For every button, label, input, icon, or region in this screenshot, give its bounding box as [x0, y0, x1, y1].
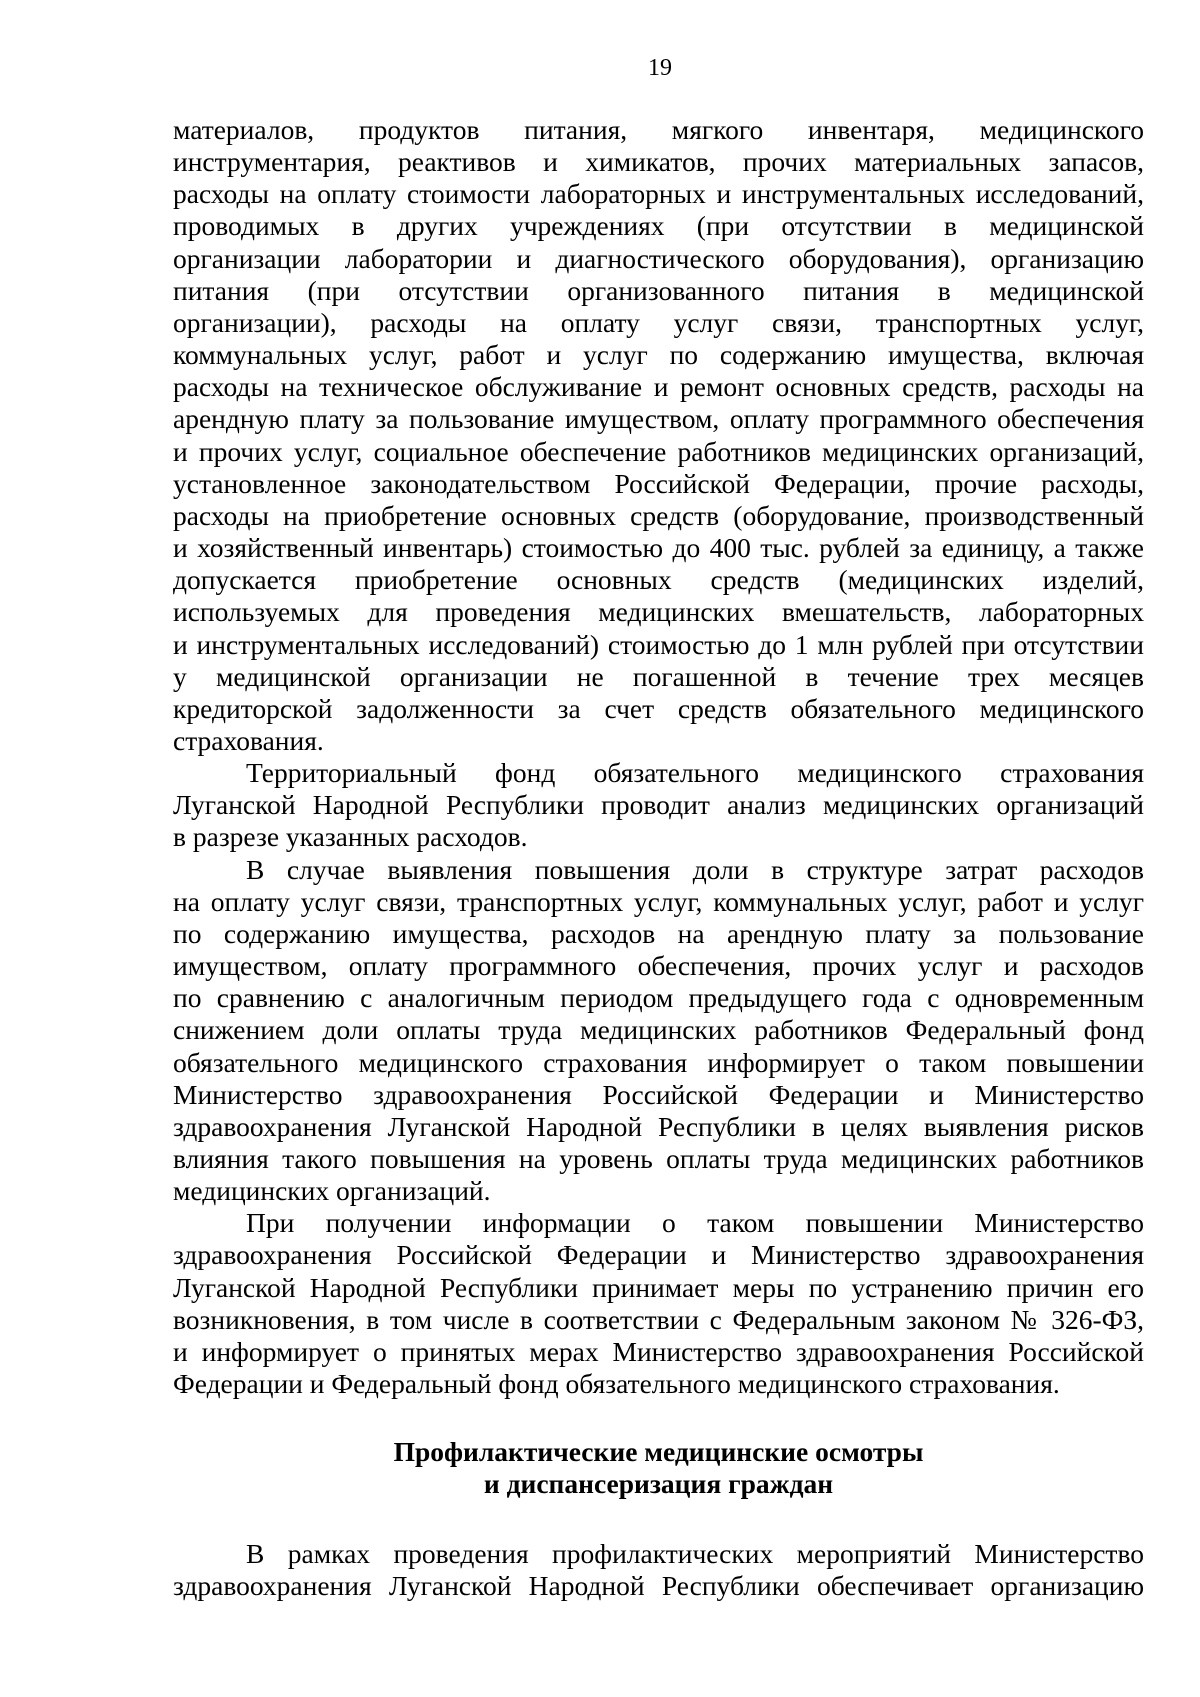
paragraph-1-line: используемых для проведения медицинских вмешательств, лабораторных	[173, 596, 1144, 628]
paragraph-4-line: и информирует о принятых мерах Министерство здравоохранения Российской	[173, 1335, 1144, 1367]
paragraph-1-line: установленное законодательством Российской Федерации, прочие расходы,	[173, 467, 1144, 499]
paragraph-3-line: на оплату услуг связи, транспортных услуг, коммунальных услуг, работ и услуг	[173, 885, 1144, 917]
paragraph-3-line: влияния такого повышения на уровень оплаты труда медицинских работников	[173, 1143, 1144, 1174]
paragraph-1-line: арендную плату за пользование имуществом, оплату программного обеспечения	[173, 403, 1144, 435]
paragraph-3-line: снижением доли оплаты труда медицинских работников Федеральный фонд	[173, 1014, 1144, 1046]
paragraph-4	[173, 1207, 1144, 1400]
paragraph-3-line: Министерство здравоохранения Российской Федерации и Министерство	[173, 1078, 1144, 1110]
paragraph-3-line: здравоохранения Луганской Народной Республики в целях выявления рисков	[173, 1110, 1144, 1142]
paragraph-4-line: Федерации и Федеральный фонд обязательного медицинского страхования.	[173, 1368, 1060, 1400]
spacer	[173, 1400, 1144, 1436]
paragraph-2	[173, 757, 1144, 853]
paragraph-1-line: страхования.	[173, 724, 324, 756]
paragraph-1	[173, 114, 1144, 757]
paragraph-5-line: здравоохранения Луганской Народной Республики обеспечивает организацию	[173, 1569, 1144, 1601]
paragraph-4-line: Луганской Народной Республики принимает меры по устранению причин его	[173, 1271, 1144, 1303]
paragraph-1-line: проводимых в других учреждениях (при отсутствии в медицинской	[173, 210, 1144, 242]
paragraph-5-line: В рамках проведения профилактических мероприятий Министерство	[246, 1537, 1144, 1569]
section-heading	[173, 1436, 1144, 1500]
section-heading-line: Профилактические медицинские осмотры	[393, 1436, 924, 1468]
paragraph-2-line: Луганской Народной Республики проводит анализ медицинских организаций	[173, 789, 1144, 821]
paragraph-3-line: по содержанию имущества, расходов на арендную плату за пользование	[173, 917, 1144, 949]
paragraph-1-line: материалов, продуктов питания, мягкого инвентаря, медицинского	[173, 114, 1144, 145]
paragraph-2-line: в разрезе указанных расходов.	[173, 821, 528, 853]
paragraph-2-line: Территориальный фонд обязательного медицинского страхования	[246, 757, 1144, 789]
paragraph-1-line: и хозяйственный инвентарь) стоимостью до 400 тыс. рублей за единицу, а также	[173, 532, 1144, 564]
paragraph-1-line: питания (при отсутствии организованного питания в медицинской	[173, 274, 1144, 306]
paragraph-1-line: у медицинской организации не погашенной в течение трех месяцев	[173, 660, 1144, 692]
paragraph-1-line: инструментария, реактивов и химикатов, прочих материальных запасов,	[173, 146, 1144, 178]
paragraph-4-line: здравоохранения Российской Федерации и Министерство здравоохранения	[173, 1239, 1144, 1271]
paragraph-3-line: имуществом, оплату программного обеспечения, прочих услуг и расходов	[173, 950, 1144, 982]
section-heading-line: и диспансеризация граждан	[483, 1468, 834, 1500]
paragraph-1-line: и инструментальных исследований) стоимостью до 1 млн рублей при отсутствии	[173, 628, 1144, 660]
paragraph-1-line: организации лаборатории и диагностического оборудования), организацию	[173, 242, 1144, 274]
paragraph-5	[173, 1538, 1144, 1602]
paragraph-1-line: расходы на оплату стоимости лабораторных и инструментальных исследований,	[173, 178, 1144, 210]
paragraph-3-line: В случае выявления повышения доли в структуре затрат расходов	[246, 853, 1144, 885]
paragraph-1-line: кредиторской задолженности за счет средств обязательного медицинского	[173, 692, 1144, 724]
text-body	[173, 114, 1144, 1602]
paragraph-3-line: обязательного медицинского страхования информирует о таком повышении	[173, 1046, 1144, 1078]
paragraph-1-line: организации), расходы на оплату услуг связи, транспортных услуг,	[173, 306, 1144, 338]
paragraph-1-line: допускается приобретение основных средств (медицинских изделий,	[173, 564, 1144, 596]
spacer	[173, 1501, 1144, 1538]
paragraph-4-line: При получении информации о таком повышении Министерство	[246, 1207, 1144, 1239]
paragraph-3-line: медицинских организаций.	[173, 1175, 491, 1207]
paragraph-3	[173, 854, 1144, 1208]
paragraph-3-line: по сравнению с аналогичным периодом предыдущего года с одновременным	[173, 982, 1144, 1014]
paragraph-1-line: и прочих услуг, социальное обеспечение работников медицинских организаций,	[173, 435, 1144, 467]
paragraph-1-line: коммунальных услуг, работ и услуг по содержанию имущества, включая	[173, 339, 1144, 371]
paragraph-1-line: расходы на приобретение основных средств (оборудование, производственный	[173, 499, 1144, 531]
paragraph-4-line: возникновения, в том числе в соответствии с Федеральным законом № 326-ФЗ,	[173, 1303, 1144, 1335]
paragraph-1-line: расходы на техническое обслуживание и ремонт основных средств, расходы на	[173, 371, 1144, 403]
page-number: 19	[648, 55, 672, 81]
